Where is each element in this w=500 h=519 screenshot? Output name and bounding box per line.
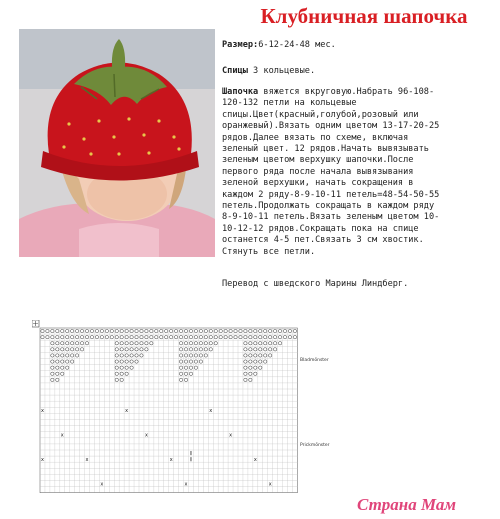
needles-line [222, 66, 315, 76]
chart-stitch-x: x [268, 481, 272, 488]
chart-stitch-x: x [100, 481, 104, 488]
needles-label: Спицы [222, 66, 248, 76]
instruction-line-0: Шапочка вяжется вкруговую.Набрать 96-108- [222, 87, 435, 97]
chart-stitch-x: x [144, 432, 148, 439]
page-title: Клубничная шапочка [260, 4, 468, 28]
strawberry-hat-image [19, 29, 215, 257]
chart-label-bottom: Prickmönster [300, 443, 330, 448]
instruction-line-7: первого ряда после начала вывязывания [222, 166, 414, 177]
instruction-line-14: Стянуть все петли. [222, 246, 316, 257]
size-line [222, 40, 336, 50]
needles-value: 3 кольцевые. [247, 66, 316, 76]
chart-stitch-x: x [169, 457, 173, 463]
instructions-paragraph [222, 87, 496, 258]
chart-stitch-x: x [209, 408, 213, 415]
translation-credit: Перевод с шведского Марины Линдберг. [222, 279, 409, 289]
chart-stitch-x: x [125, 408, 129, 415]
chart-stitch-x: x [184, 481, 188, 488]
instruction-line-5: зеленый цвет. 12 рядов.Начать вывязывать [222, 144, 429, 155]
instruction-line-11: 8-9-10-11 петель.Вязать зеленым цветом 10- [222, 212, 440, 223]
hat-label: Шапочка [222, 87, 259, 97]
instruction-line-6: зеленым цветом верхушку шапочки.После [222, 155, 414, 166]
hat-photo [19, 29, 215, 257]
instruction-line-4: рядов.Далее вязать по схеме, включая [222, 132, 409, 143]
instruction-line-12: 10-12-12 рядов.Сокращать пока на спице [222, 223, 419, 234]
size-label: Размер: [222, 40, 259, 50]
instruction-line-10: петель.Продолжать сокращать в каждом ряду [222, 201, 435, 212]
instruction-line-13: останется 4-5 пет.Связать 3 см хвостик. [222, 235, 424, 246]
chart-stitch-x: x [40, 457, 44, 463]
instruction-line-1: 120-132 петли на кольцевые [222, 98, 357, 109]
chart-stitch-x: x [40, 408, 44, 415]
chart-grid [32, 320, 332, 500]
knitting-chart [32, 320, 332, 500]
instruction-line-3: оранжевый).Вязать одним цветом 13-17-20-25 [222, 121, 440, 132]
chart-stitch-x: x [60, 432, 64, 439]
move-handle-icon[interactable] [32, 320, 39, 327]
instruction-line-2: спицы.Цвет(красный,голубой,розовый или [222, 109, 419, 120]
chart-stitch-x: x [229, 432, 233, 439]
chart-stitch-x: x [253, 457, 257, 463]
site-watermark: Страна Мам [357, 495, 457, 514]
instruction-line-8: зеленой верхушки, начать сокращения в [222, 178, 414, 189]
chart-stitch-x: x [85, 457, 89, 463]
instruction-line-9: каждом 2 ряду-8-9-10-11 петель=48-54-50-55 [222, 189, 440, 200]
chart-label-top: Bladmönster [300, 358, 329, 363]
size-value: 6-12-24-48 мес. [258, 40, 336, 50]
